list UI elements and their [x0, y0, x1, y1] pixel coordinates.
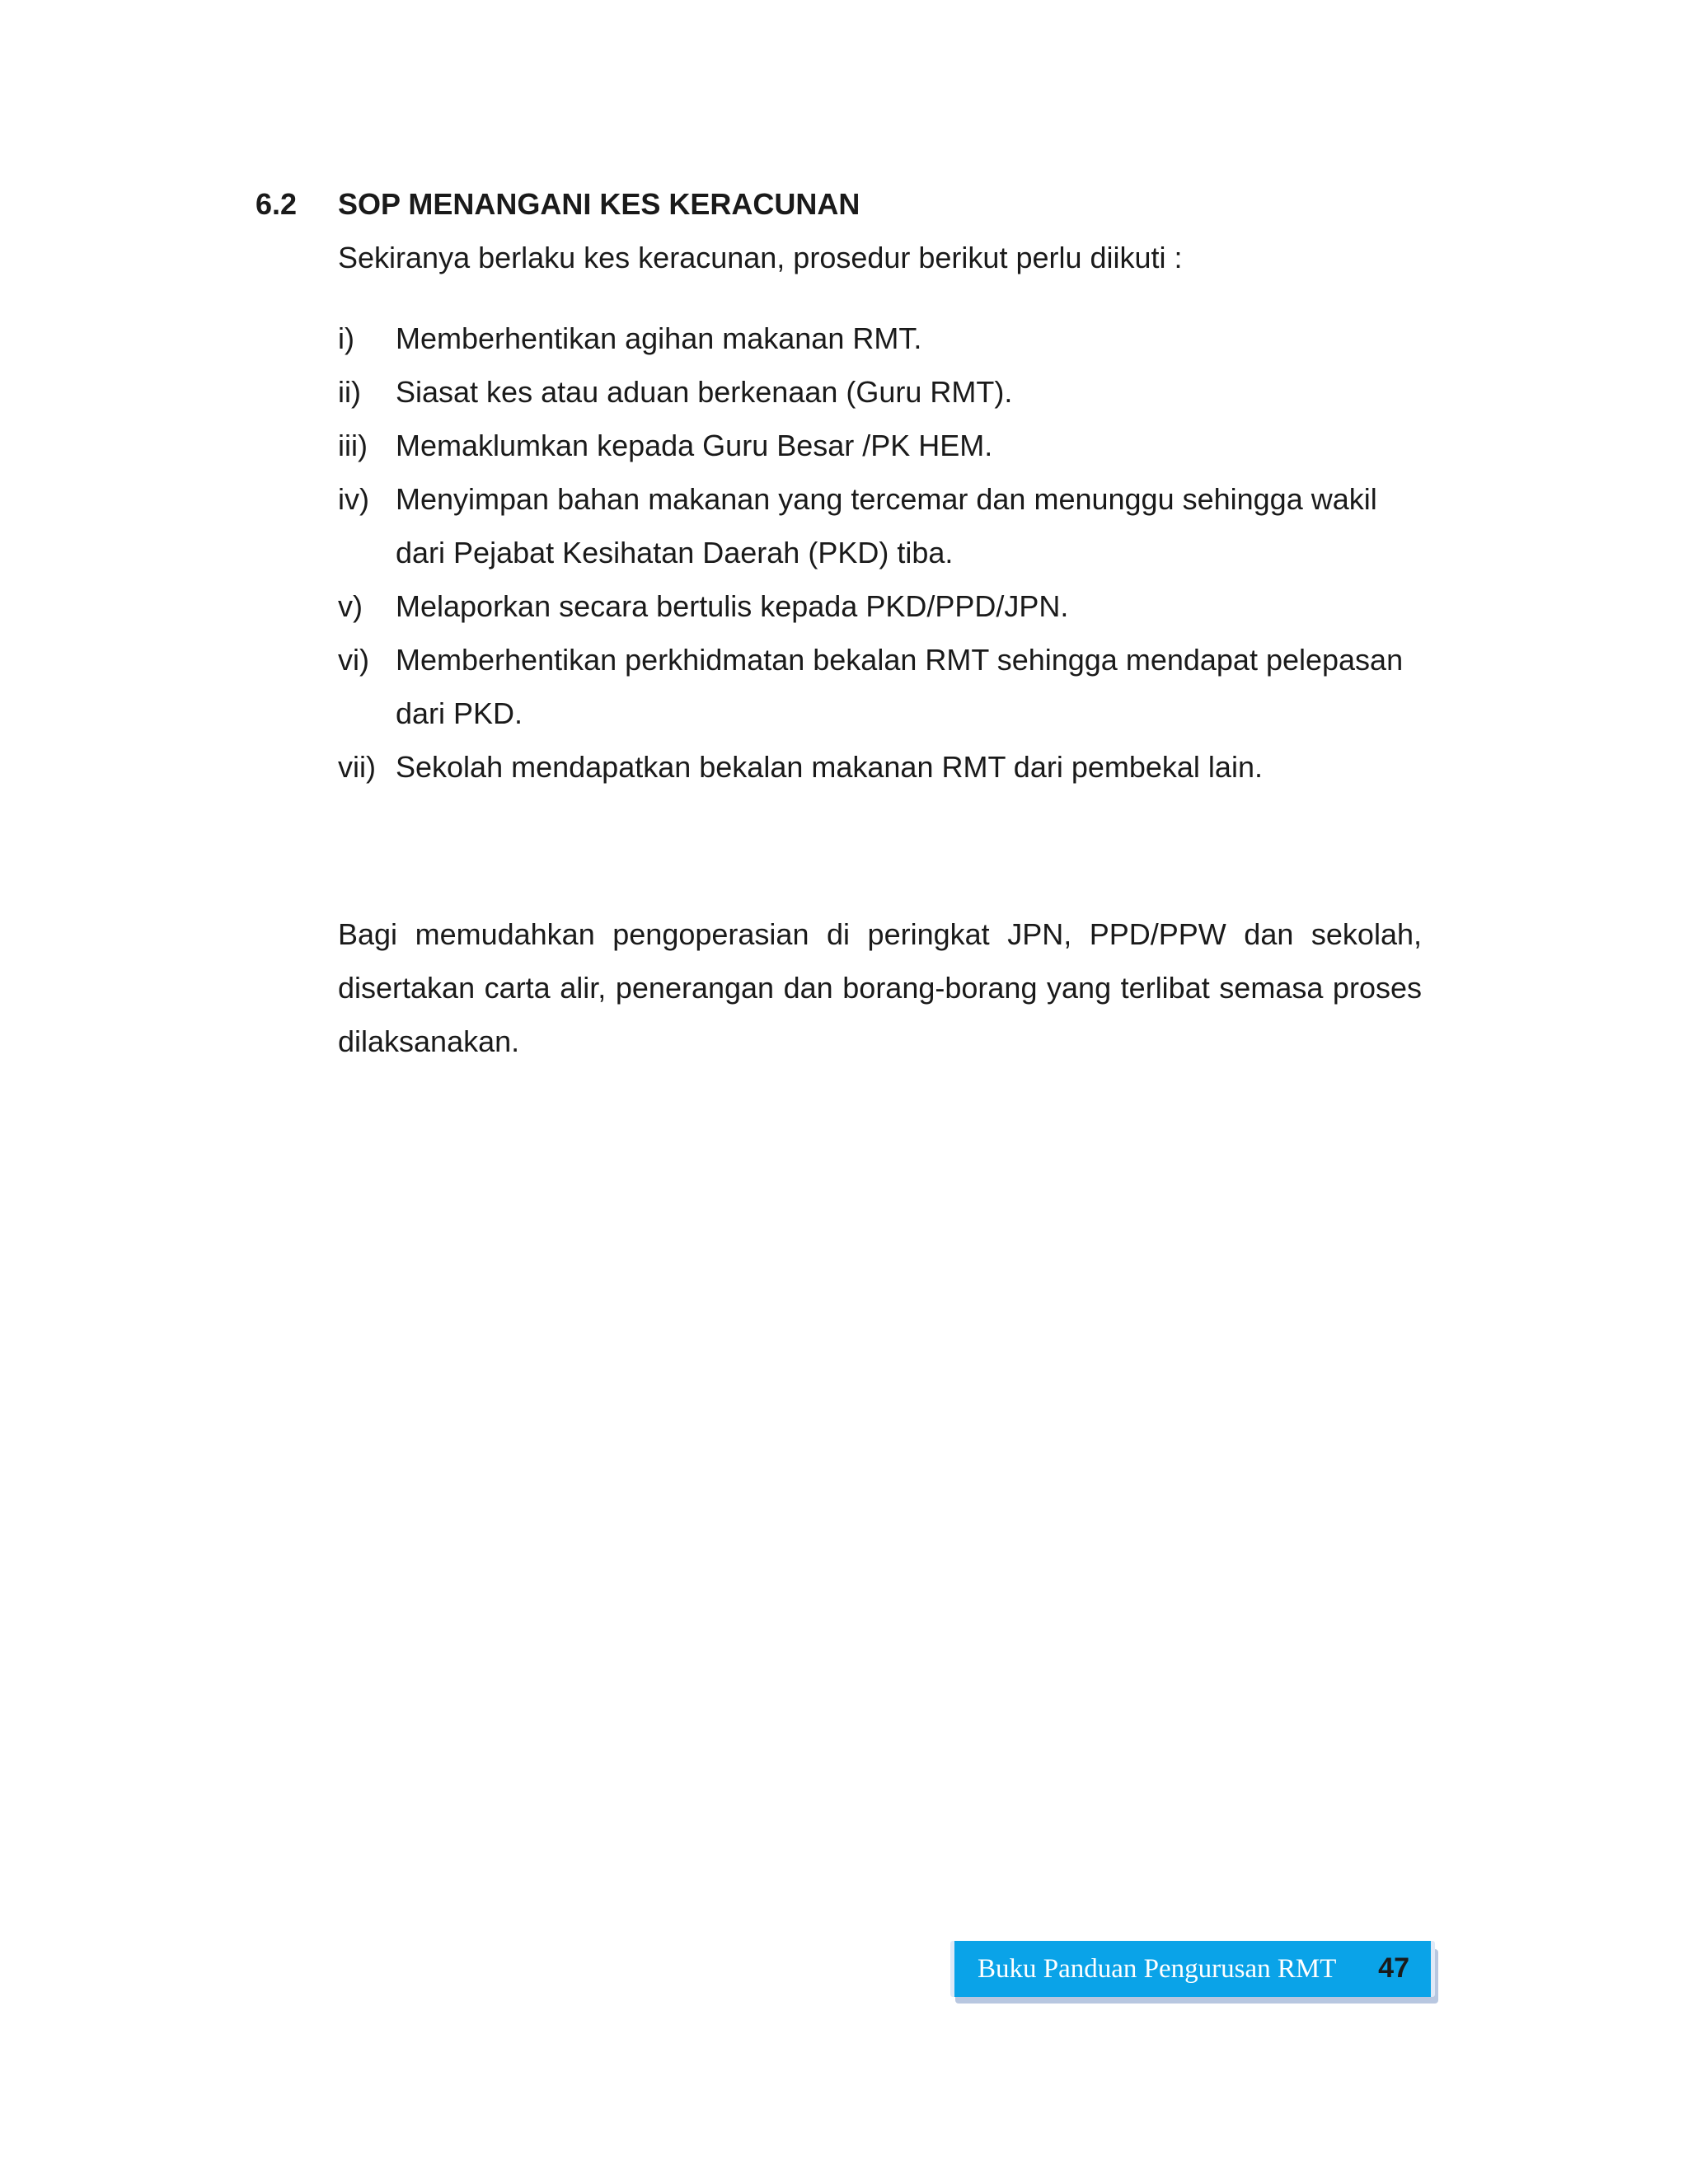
- footer-banner-panel: [950, 1941, 1435, 1997]
- footer-banner: [950, 1941, 1438, 2004]
- page-number: 47: [1378, 1952, 1409, 1984]
- list-item: [338, 419, 1426, 472]
- list-item-number: vi): [338, 643, 369, 677]
- list-item-number: iv): [338, 482, 369, 516]
- list-item-text: Memberhentikan agihan makanan RMT.: [396, 321, 922, 355]
- closing-paragraph: Bagi memudahkan pengoperasian di peringkat JPN, PPD/PPW dan sekolah, disertakan carta alir, penerangan dan borang-borang yang terlibat semasa proses dilaksanakan.: [338, 917, 1422, 1058]
- list-item-number: v): [338, 589, 363, 623]
- footer-title: Buku Panduan Pengurusan RMT: [978, 1954, 1337, 1984]
- section-number: 6.2: [256, 187, 298, 221]
- list-item-text: Memaklumkan kepada Guru Besar /PK HEM.: [396, 429, 993, 462]
- list-item: [338, 633, 1426, 740]
- list-item-number: iii): [338, 429, 368, 462]
- list-item-text: Memberhentikan perkhidmatan bekalan RMT sehingga mendapat pelepasan dari PKD.: [396, 643, 1404, 730]
- list-item: [338, 365, 1426, 419]
- list-item-text: Sekolah mendapatkan bekalan makanan RMT dari pembekal lain.: [396, 750, 1263, 784]
- list-item-number: i): [338, 321, 354, 355]
- list-item-number: vii): [338, 750, 376, 784]
- section-title: SOP MENANGANI KES KERACUNAN: [338, 187, 860, 221]
- list-item: [338, 472, 1426, 579]
- list-item: [338, 579, 1426, 633]
- list-item-text: Siasat kes atau aduan berkenaan (Guru RMT).: [396, 375, 1013, 409]
- list-item-text: Melaporkan secara bertulis kepada PKD/PPD/JPN.: [396, 589, 1069, 623]
- section-intro: Sekiranya berlaku kes keracunan, prosedur berikut perlu diikuti :: [338, 241, 1183, 274]
- list-item-number: ii): [338, 375, 361, 409]
- procedure-list: [338, 312, 1426, 794]
- list-item: [338, 312, 1426, 365]
- list-item-text: Menyimpan bahan makanan yang tercemar dan menunggu sehingga wakil dari Pejabat Kesihatan Daerah (PKD) tiba.: [396, 482, 1377, 569]
- list-item: [338, 740, 1426, 794]
